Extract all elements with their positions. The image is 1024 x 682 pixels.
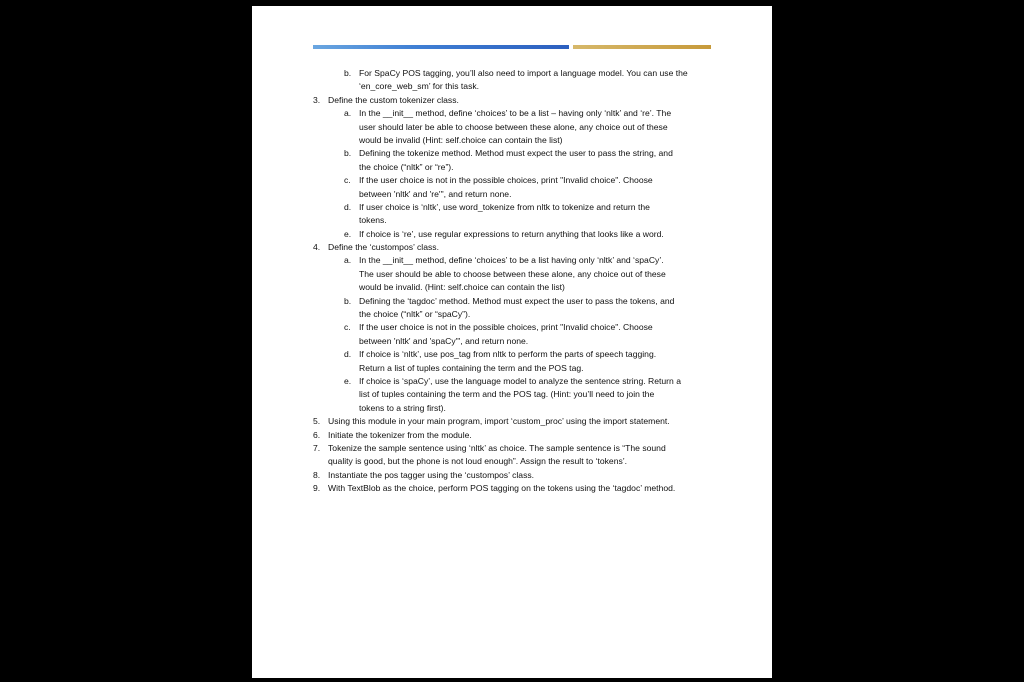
item-line xyxy=(252,362,772,375)
item-marker: c. xyxy=(344,175,351,186)
item-line xyxy=(252,469,772,482)
item-text: would be invalid (Hint: self.choice can contain the list) xyxy=(359,134,563,145)
item-text: With TextBlob as the choice, perform POS tagging on the tokens using the ‘tagdoc’ method. xyxy=(328,483,676,494)
item-line xyxy=(252,67,772,80)
lettered-subitem xyxy=(252,107,772,147)
item-marker: e. xyxy=(344,228,352,239)
lettered-subitem xyxy=(252,321,772,348)
item-marker: 8. xyxy=(313,469,321,480)
numbered-item xyxy=(252,415,772,428)
item-text: tokens to a string first). xyxy=(359,402,446,413)
item-text: The user should be able to choose between these alone, any choice out of these xyxy=(359,268,666,279)
item-text: Define the custom tokenizer class. xyxy=(328,94,459,105)
item-marker: b. xyxy=(344,68,352,78)
item-line xyxy=(252,429,772,442)
item-marker: a. xyxy=(344,255,352,266)
item-text: Return a list of tuples containing the term and the POS tag. xyxy=(359,362,584,373)
lettered-subitem xyxy=(252,228,772,241)
numbered-item xyxy=(252,482,772,495)
item-text: Define the ‘custompos’ class. xyxy=(328,242,439,253)
item-line xyxy=(252,268,772,281)
item-marker: 4. xyxy=(313,242,321,253)
item-line xyxy=(252,241,772,254)
item-line xyxy=(252,147,772,160)
item-line xyxy=(252,214,772,227)
item-text: Instantiate the pos tagger using the ‘custompos’ class. xyxy=(328,469,535,480)
lettered-subitem xyxy=(252,295,772,322)
item-line xyxy=(252,201,772,214)
item-line xyxy=(252,482,772,495)
item-line xyxy=(252,107,772,120)
item-line xyxy=(252,375,772,388)
item-line xyxy=(252,281,772,294)
lettered-subitem xyxy=(252,174,772,201)
item-text: If the user choice is not in the possible choices, print "Invalid choice". Choose xyxy=(359,175,653,186)
document-page xyxy=(252,6,772,678)
item-line xyxy=(252,134,772,147)
item-text: quality is good, but the phone is not loud enough”. Assign the result to ‘tokens’. xyxy=(328,456,628,467)
item-text: If choice is ‘nltk’, use pos_tag from nltk to perform the parts of speech tagging. xyxy=(359,349,657,360)
item-marker: 3. xyxy=(313,94,321,105)
item-line xyxy=(252,174,772,187)
lettered-subitem xyxy=(252,348,772,375)
numbered-item xyxy=(252,241,772,254)
item-line xyxy=(252,94,772,107)
item-marker: d. xyxy=(344,201,352,212)
item-text: In the __init__ method, define ‘choices’ to be a list having only ‘nltk’ and ‘spaCy’. xyxy=(359,255,664,266)
item-line xyxy=(252,308,772,321)
header-rule-blue xyxy=(313,45,569,49)
item-marker: 5. xyxy=(313,416,321,427)
item-marker: 7. xyxy=(313,442,321,453)
item-text: between 'nltk' and 'spaCy'", and return none. xyxy=(359,335,529,346)
lettered-subitem xyxy=(252,254,772,294)
item-text: would be invalid. (Hint: self.choice can contain the list) xyxy=(359,282,565,293)
item-line xyxy=(252,188,772,201)
item-marker: 9. xyxy=(313,483,321,494)
item-line xyxy=(252,348,772,361)
item-text: Defining the tokenize method. Method must expect the user to pass the string, and xyxy=(359,148,673,159)
item-line xyxy=(252,161,772,174)
item-line xyxy=(252,335,772,348)
item-marker: d. xyxy=(344,349,352,360)
item-line xyxy=(252,121,772,134)
item-line xyxy=(252,402,772,415)
item-text: Tokenize the sample sentence using ‘nltk’ as choice. The sample sentence is “The sound xyxy=(328,442,666,453)
numbered-item xyxy=(252,94,772,107)
item-text: user should later be able to choose between these alone, any choice out of these xyxy=(359,121,668,132)
item-text: If user choice is ‘nltk’, use word_tokenize from nltk to tokenize and return the xyxy=(359,201,650,212)
lettered-subitem xyxy=(252,375,772,415)
item-text: If the user choice is not in the possible choices, print "Invalid choice". Choose xyxy=(359,322,653,333)
item-marker: a. xyxy=(344,108,352,119)
instruction-list xyxy=(252,67,772,496)
item-marker: b. xyxy=(344,148,352,159)
item-line xyxy=(252,80,772,93)
header-rule-gold xyxy=(573,45,711,49)
item-text: tokens. xyxy=(359,215,387,226)
item-line xyxy=(252,388,772,401)
item-text: Defining the ‘tagdoc’ method. Method must expect the user to pass the tokens, and xyxy=(359,295,675,306)
numbered-item xyxy=(252,442,772,469)
item-text: If choice is ‘spaCy’, use the language model to analyze the sentence string. Return a xyxy=(359,375,681,386)
item-line xyxy=(252,442,772,455)
item-text: list of tuples containing the term and the POS tag. (Hint: you’ll need to join the xyxy=(359,389,655,400)
lettered-subitem xyxy=(252,147,772,174)
item-text: between 'nltk' and 're'", and return none. xyxy=(359,188,512,199)
item-line xyxy=(252,415,772,428)
item-text: In the __init__ method, define ‘choices’ to be a list – having only ‘nltk’ and ‘re’. The xyxy=(359,108,672,119)
item-line xyxy=(252,455,772,468)
item-line xyxy=(252,228,772,241)
item-text: the choice (“nltk” or “re”). xyxy=(359,161,454,172)
item-line xyxy=(252,295,772,308)
item-line xyxy=(252,321,772,334)
item-marker: c. xyxy=(344,322,351,333)
item-marker: e. xyxy=(344,375,352,386)
item-text: Initiate the tokenizer from the module. xyxy=(328,429,472,440)
lettered-subitem xyxy=(252,201,772,228)
item-text: Using this module in your main program, import ‘custom_proc’ using the import statement. xyxy=(328,416,670,427)
item-text: If choice is ‘re’, use regular expressions to return anything that looks like a word. xyxy=(359,228,664,239)
item-text: ‘en_core_web_sm’ for this task. xyxy=(359,81,480,92)
item-line xyxy=(252,254,772,267)
item-text: For SpaCy POS tagging, you’ll also need to import a language model. You can use the xyxy=(359,68,688,78)
item-marker: 6. xyxy=(313,429,321,440)
numbered-item xyxy=(252,469,772,482)
item-marker: b. xyxy=(344,295,352,306)
item-text: the choice (“nltk” or “spaCy”). xyxy=(359,309,471,320)
lettered-subitem xyxy=(252,67,772,94)
numbered-item xyxy=(252,429,772,442)
